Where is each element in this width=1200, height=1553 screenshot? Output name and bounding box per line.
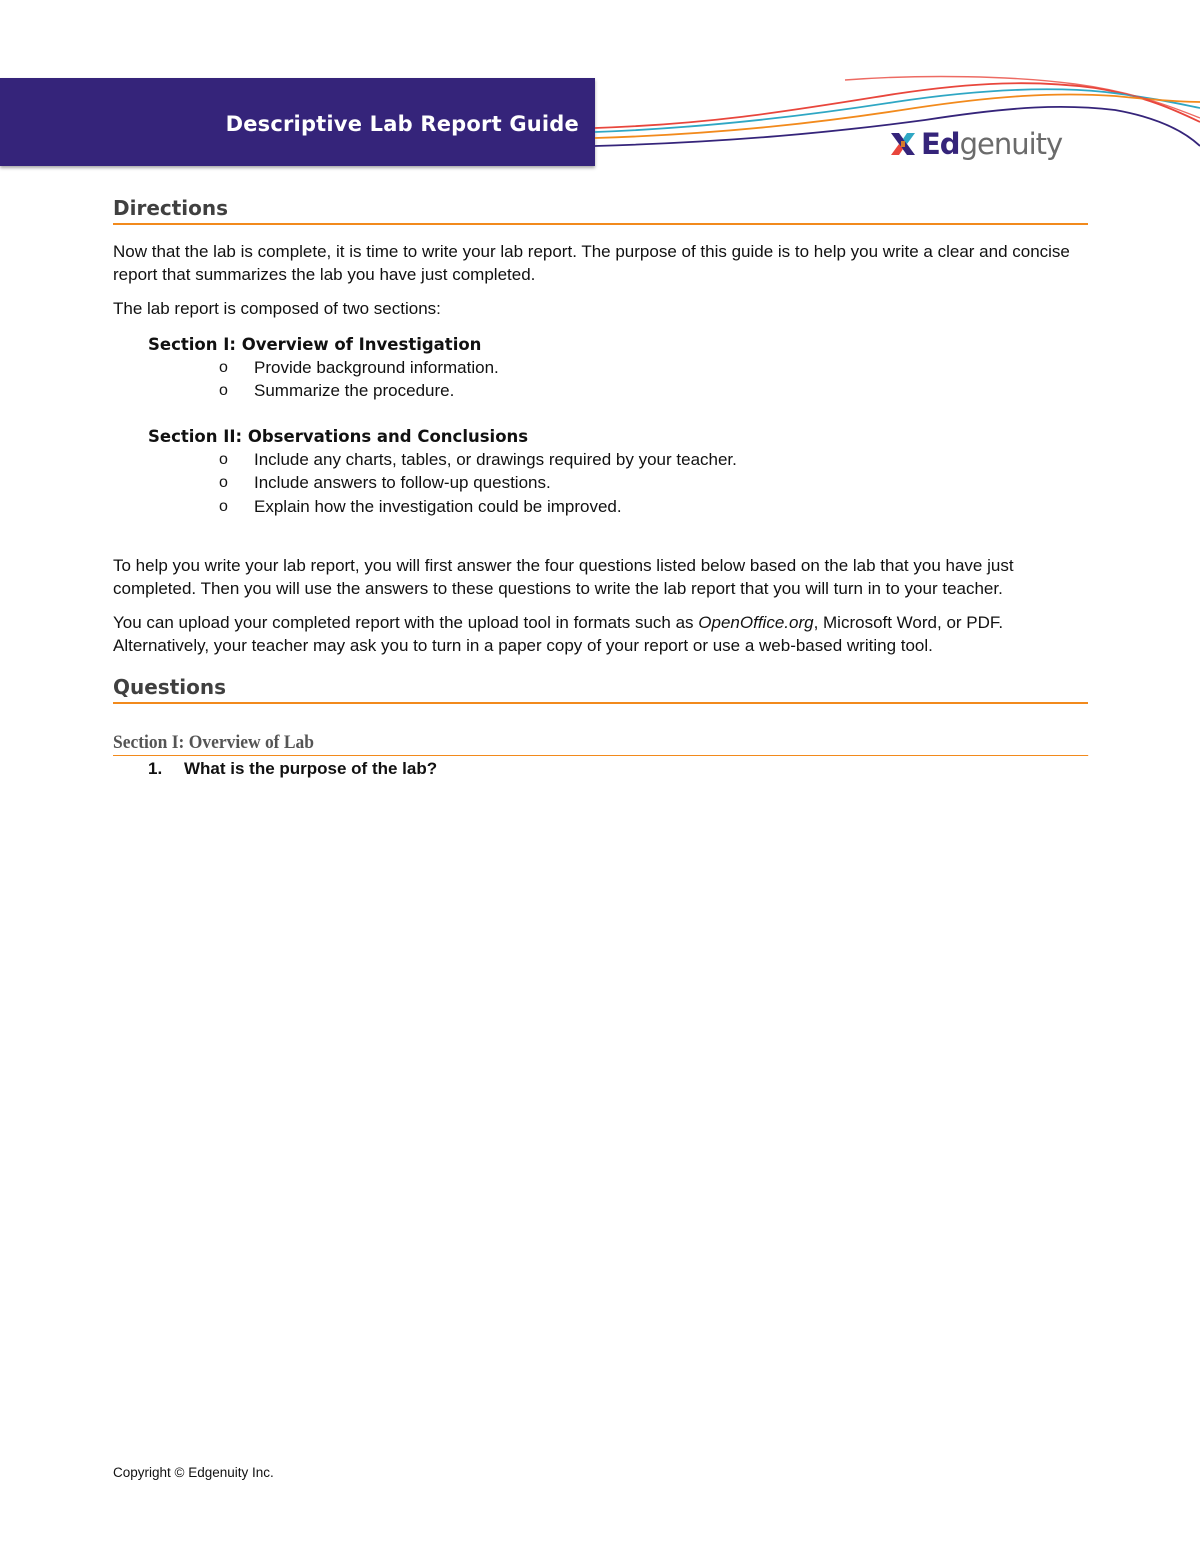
openoffice-italic: OpenOffice.org [698,613,814,632]
document-title: Descriptive Lab Report Guide [225,112,579,136]
title-banner [0,78,595,166]
section-2-title: Section II: Observations and Conclusions [148,426,529,446]
section-1-title: Section I: Overview of Investigation [148,334,482,354]
directions-heading: Directions [113,196,1088,225]
bullet-item: o Include answers to follow-up questions. [219,473,551,492]
questions-subheading: Section I: Overview of Lab [113,732,1088,756]
copyright-footer: Copyright © Edgenuity Inc. [113,1465,274,1480]
questions-heading: Questions [113,675,1088,704]
question-text: What is the purpose of the lab? [184,759,438,778]
section-1-bullets [113,356,1088,403]
question-item [113,757,1088,781]
directions-paragraph-4: You can upload your completed report with the upload tool in formats such as OpenOffice.org, Microsoft Word, or PDF. Alternatively, your teacher may ask you to turn in a paper copy of your report or use a web-based writing tool. [113,613,1004,655]
edgenuity-logo [888,124,1062,164]
logo-wordmark [921,126,1063,161]
document-body [113,196,1088,781]
logo-wordmark-genuity: genuity [959,126,1063,161]
bullet-item: o Explain how the investigation could be improved. [219,496,622,516]
bullet-item: o Summarize the procedure. [219,381,455,400]
question-number: 1. [148,759,163,778]
directions-paragraph-3: To help you write your lab report, you will first answer the four questions listed below based on the lab that you have just completed. Then you will use the answers to these questions to write the lab report that you will turn in to your teacher. [113,556,1014,598]
section-2-bullets [113,448,1088,519]
directions-paragraph-1: Now that the lab is complete, it is time to write your lab report. The purpose of this guide is to help you write a clear and concise report that summarizes the lab you have just completed. [113,242,1070,284]
bullet-item: o Provide background information. [219,357,499,377]
logo-x-icon [888,129,918,159]
bullet-item: o Include any charts, tables, or drawings required by your teacher. [219,449,737,469]
directions-paragraph-2: The lab report is composed of two sections: [113,299,441,318]
logo-wordmark-ed: Ed [921,126,960,161]
